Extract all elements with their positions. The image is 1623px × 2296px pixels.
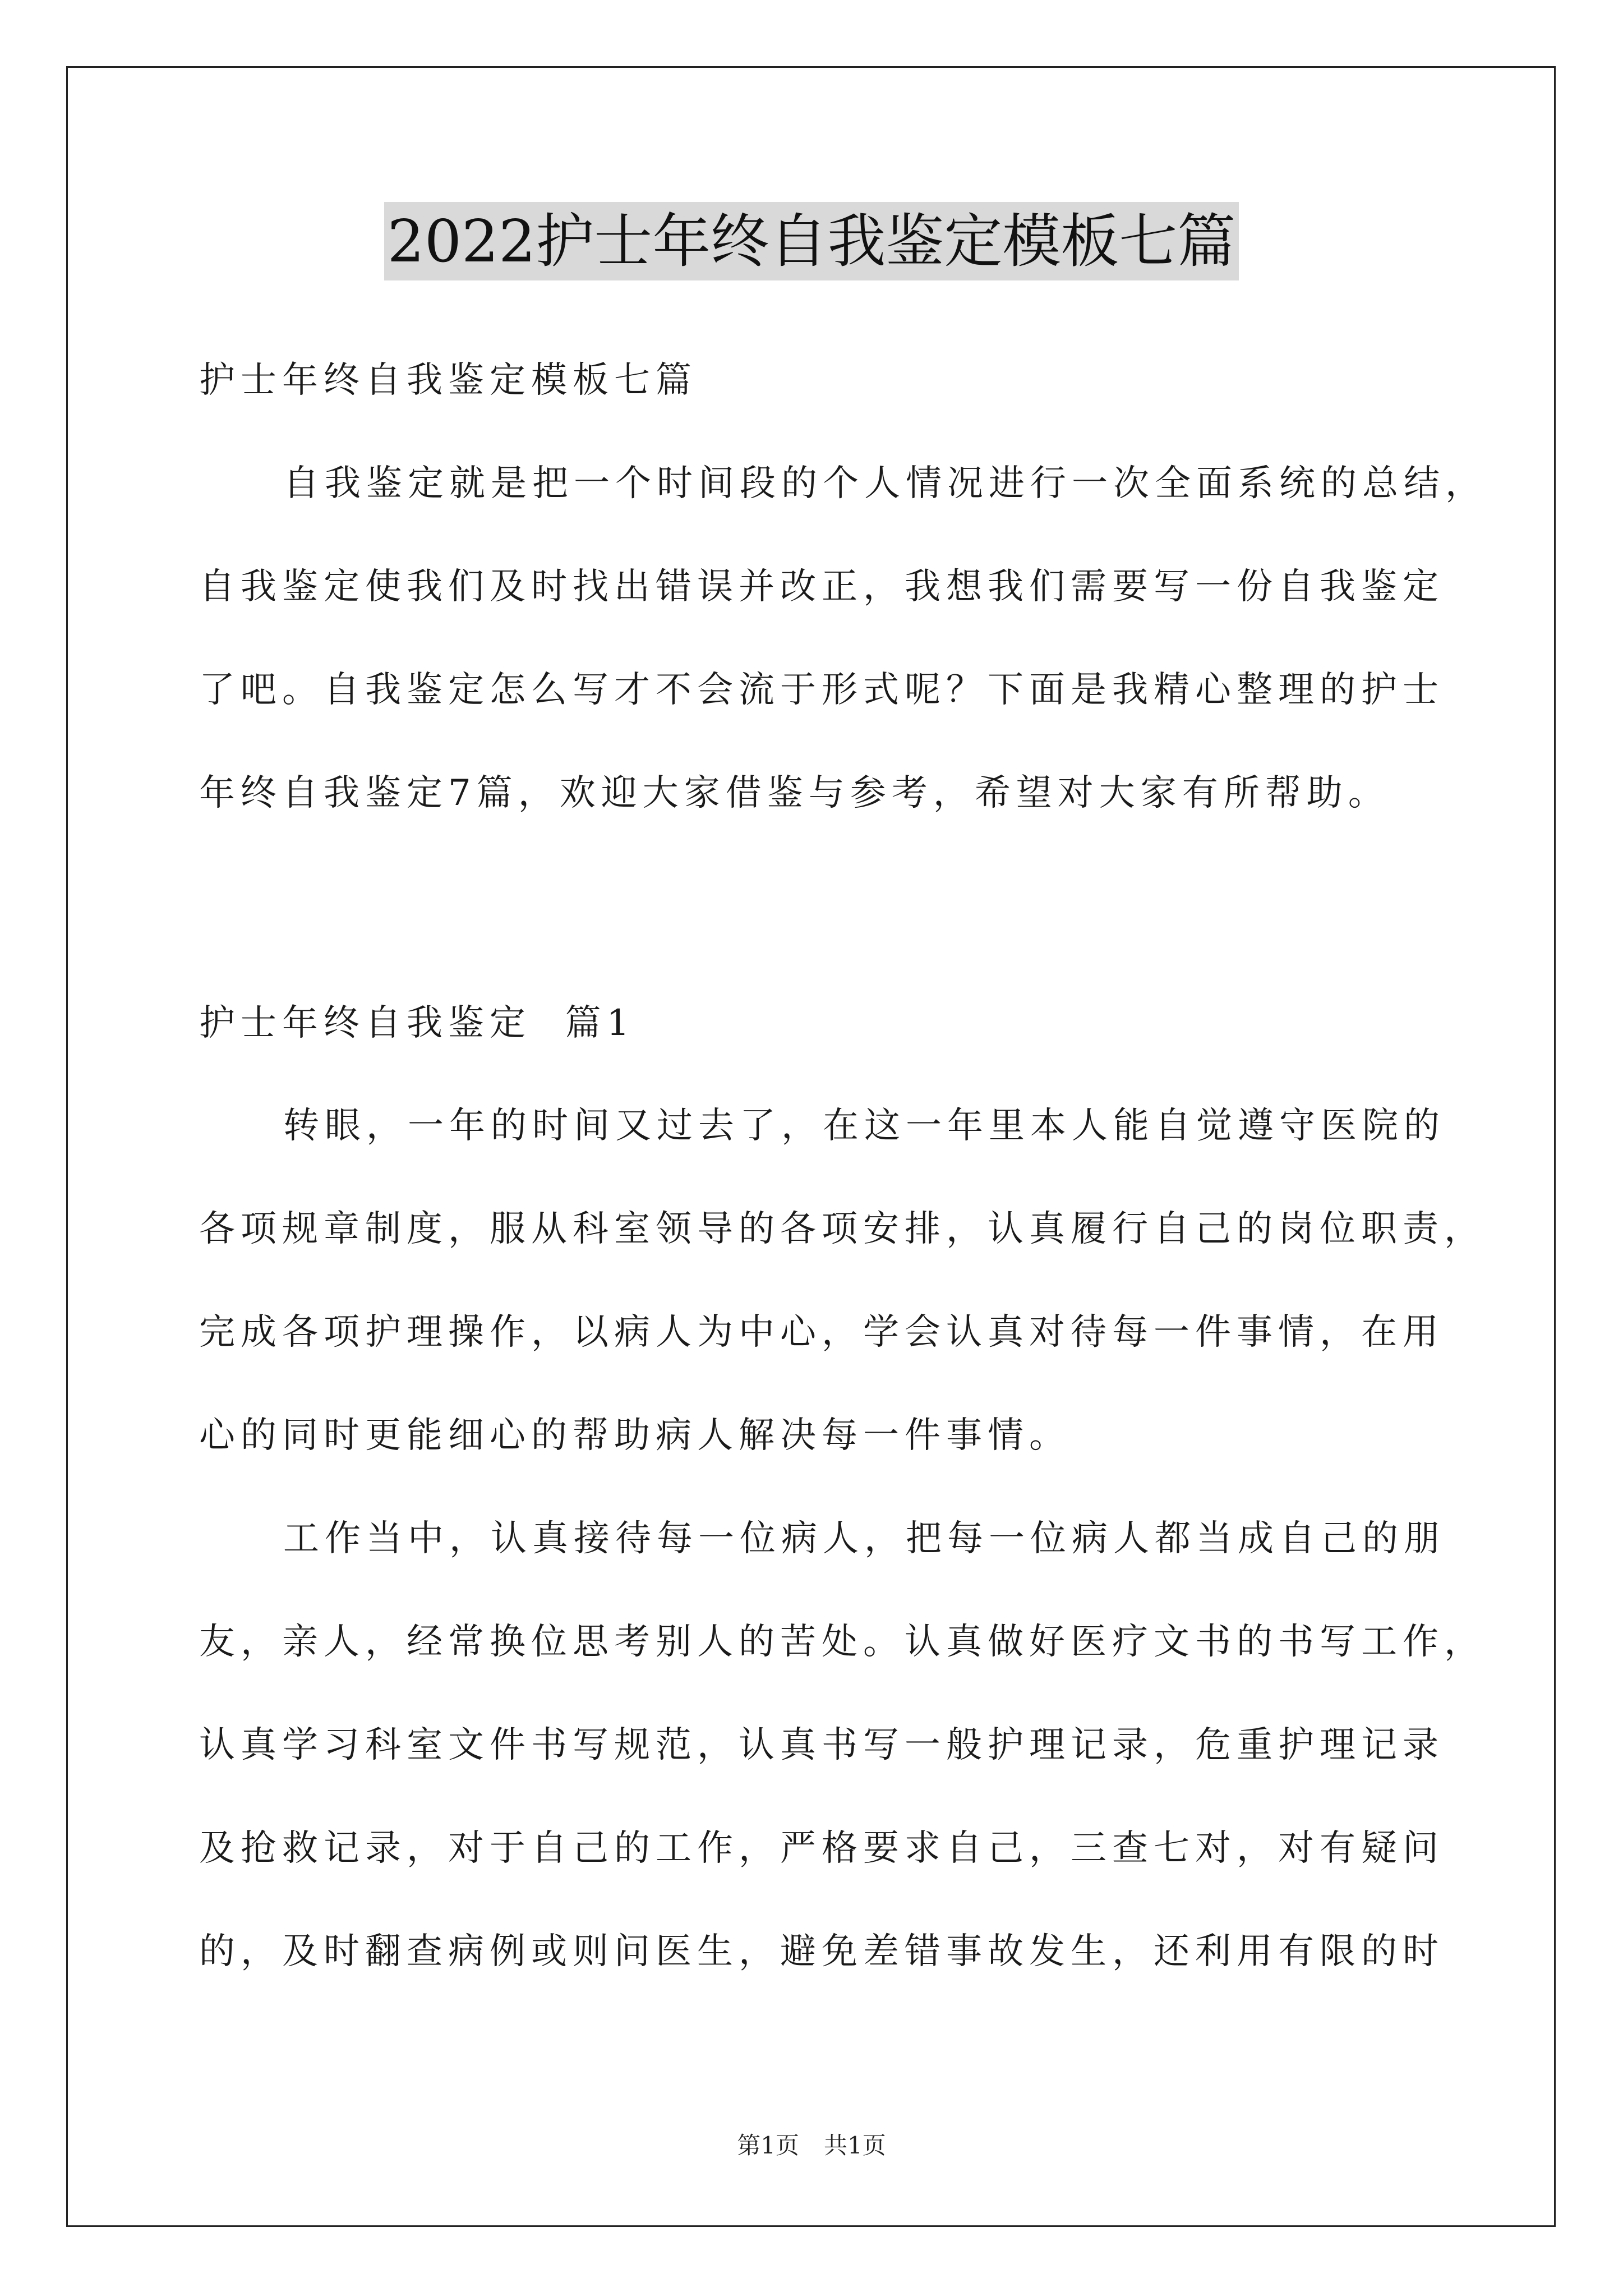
paragraph-line: 友，亲人，经常换位思考别人的苦处。认真做好医疗文书的书写工作， (199, 1621, 1486, 1663)
intro-line: 自我鉴定就是把一个时间段的个人情况进行一次全面系统的总结， (283, 463, 1487, 504)
page-total: 共1页 (824, 2132, 886, 2159)
section-heading: 护士年终自我鉴定 篇1 (199, 1002, 635, 1044)
paragraph-line: 及抢救记录，对于自己的工作，严格要求自己，三查七对，对有疑问 (199, 1828, 1444, 1869)
page-footer (0, 2129, 1623, 2162)
intro-line: 年终自我鉴定7篇，欢迎大家借鉴与参考，希望对大家有所帮助。 (199, 772, 1390, 814)
title-container (0, 202, 1623, 280)
paragraph-line: 完成各项护理操作，以病人为中心，学会认真对待每一件事情，在用 (199, 1312, 1444, 1353)
paragraph-line: 转眼，一年的时间又过去了，在这一年里本人能自觉遵守医院的 (283, 1105, 1445, 1147)
page-number: 第1页 (737, 2132, 799, 2159)
document-title: 2022护士年终自我鉴定模板七篇 (384, 202, 1239, 280)
paragraph-line: 的，及时翻查病例或则问医生，避免差错事故发生，还利用有限的时 (199, 1931, 1444, 1972)
paragraph-line: 各项规章制度，服从科室领导的各项安排，认真履行自己的岗位职责， (199, 1208, 1486, 1250)
paragraph-line: 认真学习科室文件书写规范，认真书写一般护理记录，危重护理记录 (199, 1724, 1444, 1766)
paragraph-line: 心的同时更能细心的帮助病人解决每一件事情。 (199, 1415, 1071, 1456)
intro-line: 自我鉴定使我们及时找出错误并改正，我想我们需要写一份自我鉴定 (199, 566, 1444, 608)
intro-line: 了吧。自我鉴定怎么写才不会流于形式呢？下面是我精心整理的护士 (199, 669, 1444, 711)
paragraph-line: 工作当中，认真接待每一位病人，把每一位病人都当成自己的朋 (283, 1518, 1445, 1559)
document-subtitle: 护士年终自我鉴定模板七篇 (199, 360, 697, 401)
